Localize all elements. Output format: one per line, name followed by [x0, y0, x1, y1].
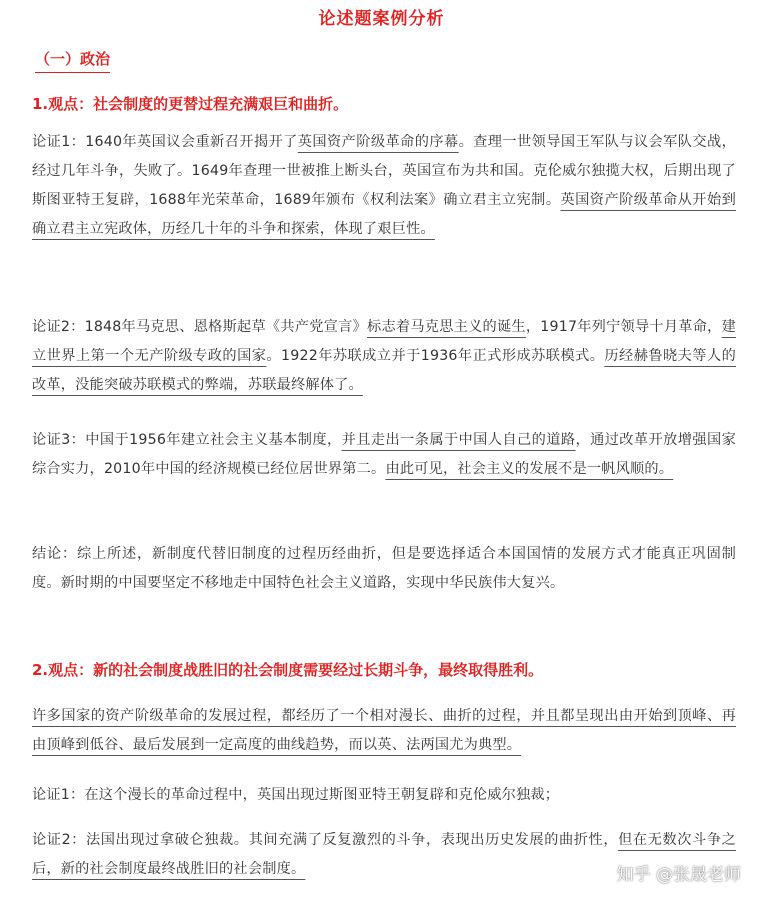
- page-title: 论述题案例分析: [318, 9, 445, 29]
- underlined-segment: 标志着马克思主义的诞生: [367, 319, 526, 335]
- underlined-segment: 并且走出一条属于中国人自己的道路: [341, 432, 576, 448]
- text-segment: 论证2：法国出现过拿破仑独裁。其间充满了反复激烈的斗争，表现出历史发展的曲折性，: [32, 832, 619, 848]
- point1-argument3: [32, 426, 736, 484]
- point1-conclusion: 结论：综上所述，新制度代替旧制度的过程历经曲折，但是要选择适合本国国情的发展方式才能真正巩固制度。新时期的中国要坚定不移地走中国特色社会主义道路，实现中华民族伟大复兴。: [32, 546, 736, 591]
- text-segment: 。查理一世领导国王军队与议会军队交战，经过几年斗争，失败了。1649年查理一世被推上断头台，英国宣布为共和国。克伦威尔独揽大权，后期出现了斯图亚特王复辟，1688年光荣革命，1689年颁布《权利法案》确立君主立宪制。: [32, 134, 736, 208]
- text-segment: 论证2：1848年马克思、恩格斯起草《共产党宣言》: [32, 319, 367, 335]
- point2-heading: 2.观点：新的社会制度战胜旧的社会制度需要经过长期斗争，最终取得胜利。: [32, 661, 544, 679]
- zhihu-watermark: 知乎 @张晟老师: [616, 865, 741, 885]
- text-segment: ，通过改革开放增强国家综合实力，2010年中国的经济规模已经位居世界第二。: [32, 432, 736, 477]
- point1-argument1: [32, 128, 736, 244]
- text-segment: 论证3：中国于1956年建立社会主义基本制度，: [32, 432, 342, 448]
- underlined-segment: 由此可见，社会主义的发展不是一帆风顺的。: [385, 461, 674, 477]
- point2-argument1: 论证1：在这个漫长的革命过程中，英国出现过斯图亚特王朝复辟和克伦威尔独裁；: [32, 787, 560, 803]
- text-segment: 论证1：1640年英国议会重新召开揭开了: [32, 134, 298, 150]
- point1-argument2: [32, 313, 736, 400]
- text-segment: ，1917年列宁领导十月革命，: [525, 319, 722, 335]
- text-segment: 。1922年苏联成立并于1936年正式形成苏联模式。: [266, 348, 605, 364]
- point1-heading: 1.观点：社会制度的更替过程充满艰巨和曲折。: [32, 95, 349, 113]
- underlined-segment: 许多国家的资产阶级革命的发展过程，都经历了一个相对漫长、曲折的过程，并且都呈现出由开始到顶峰、再由顶峰到低谷、最后发展到一定高度的曲线趋势，而以英、法两国尤为典型。: [32, 708, 736, 753]
- underlined-segment: 但在无数次斗争之后，新的社会制度最终战胜旧的社会制度。: [32, 832, 737, 877]
- underlined-segment: 英国资产阶级革命的序幕: [297, 134, 459, 150]
- underlined-segment: 历经赫鲁晓夫等人的改革，没能突破苏联模式的弊端，苏联最终解体了。: [32, 348, 736, 393]
- section-heading-politics: （一）政治: [35, 48, 110, 73]
- point2-intro: [32, 702, 736, 760]
- underlined-segment: 建立世界上第一个无产阶级专政的国家: [32, 319, 736, 364]
- underlined-segment: 英国资产阶级革命从开始到确立君主立宪政体，历经几十年的斗争和探索，体现了艰巨性。: [32, 192, 736, 237]
